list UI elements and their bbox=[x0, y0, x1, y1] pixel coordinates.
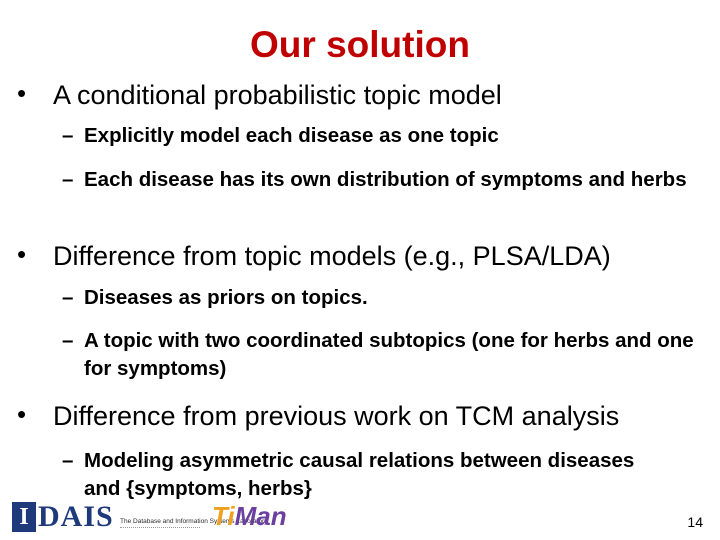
slide-footer bbox=[0, 495, 720, 540]
timan-logo-ti: Ti bbox=[212, 501, 235, 531]
bullet-text: A conditional probabilistic topic model bbox=[53, 80, 502, 110]
sub-bullet-text: Diseases as priors on topics. bbox=[84, 286, 368, 309]
illinois-logo: I bbox=[12, 502, 36, 532]
dash-glyph: – bbox=[62, 449, 74, 472]
dais-logo: DAIS bbox=[38, 500, 114, 533]
lab-subtitle-line bbox=[120, 527, 200, 531]
timan-logo bbox=[212, 499, 287, 533]
dash-glyph: – bbox=[62, 168, 74, 191]
sub-bullet-text: Explicitly model each disease as one topic bbox=[84, 124, 499, 147]
bullet-dot: • bbox=[17, 399, 27, 429]
dash-glyph: – bbox=[62, 286, 74, 309]
dash-glyph: – bbox=[62, 329, 74, 352]
sub-bullet-text: A topic with two coordinated subtopics (one for herbs and one for symptoms) bbox=[84, 329, 694, 380]
dash-glyph: – bbox=[62, 124, 74, 147]
timan-logo-man: Man bbox=[234, 501, 287, 531]
bullet-dot: • bbox=[17, 239, 27, 269]
sub-bullet-text: Modeling asymmetric causal relations between diseases and {symptoms, herbs} bbox=[84, 449, 635, 500]
sub-bullet-text: Each disease has its own distribution of symptoms and herbs bbox=[84, 168, 687, 191]
slide-title: Our solution bbox=[250, 24, 470, 65]
bullet-text: Difference from topic models (e.g., PLSA/LDA) bbox=[53, 241, 611, 271]
lab-name: The Database and Information Systems Laboratory bbox=[120, 518, 268, 525]
page-number: 14 bbox=[687, 514, 703, 530]
bullet-text: Difference from previous work on TCM analysis bbox=[53, 401, 620, 431]
bullet-dot: • bbox=[17, 78, 27, 108]
